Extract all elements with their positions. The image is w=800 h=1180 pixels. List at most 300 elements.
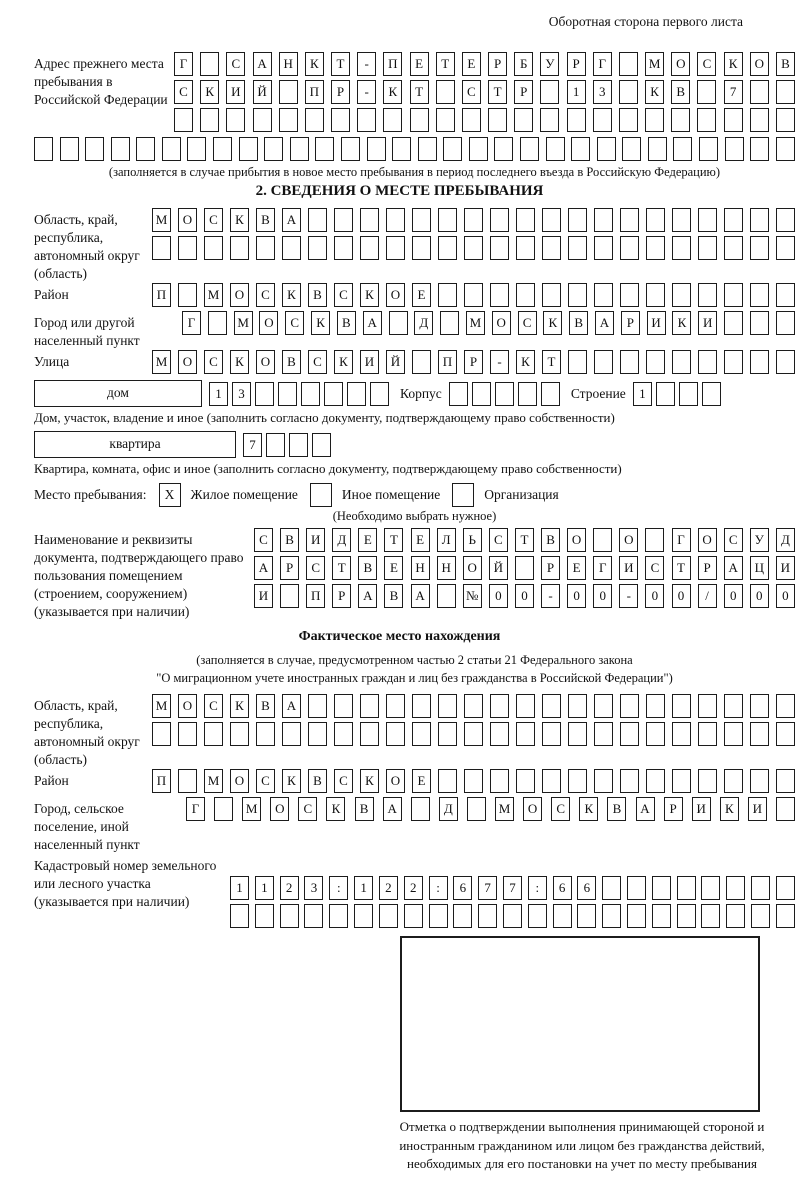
char-cell[interactable] [386,236,405,260]
char-cell[interactable] [645,528,664,552]
char-cell[interactable] [178,722,197,746]
char-cell[interactable] [437,584,456,608]
char-cell[interactable]: О [256,350,275,374]
char-cell[interactable] [518,382,537,406]
char-cell[interactable]: Т [488,80,507,104]
char-cell[interactable]: С [645,556,664,580]
char-cell[interactable]: В [308,283,327,307]
char-cell[interactable] [698,283,717,307]
char-cell[interactable]: С [697,52,716,76]
char-cell[interactable] [334,208,353,232]
char-cell[interactable]: - [541,584,560,608]
char-cell[interactable] [698,350,717,374]
char-cell[interactable] [438,722,457,746]
char-cell[interactable]: Е [412,283,431,307]
char-cell[interactable] [324,382,343,406]
char-cell[interactable] [354,904,373,928]
char-cell[interactable] [386,694,405,718]
char-cell[interactable]: - [619,584,638,608]
char-cell[interactable]: И [226,80,245,104]
char-cell[interactable]: Д [414,311,433,335]
char-cell[interactable] [449,382,468,406]
char-cell[interactable] [620,208,639,232]
char-cell[interactable]: К [282,769,301,793]
char-cell[interactable]: С [489,528,508,552]
char-cell[interactable]: Т [384,528,403,552]
char-cell[interactable] [652,904,671,928]
char-cell[interactable] [490,694,509,718]
char-cell[interactable] [386,208,405,232]
char-cell[interactable] [724,769,743,793]
char-cell[interactable]: В [308,769,327,793]
char-cell[interactable]: В [256,208,275,232]
char-cell[interactable]: С [306,556,325,580]
char-cell[interactable]: Н [279,52,298,76]
char-cell[interactable] [436,80,455,104]
char-cell[interactable]: Ц [750,556,769,580]
char-cell[interactable] [568,350,587,374]
char-cell[interactable]: А [595,311,614,335]
char-cell[interactable]: М [204,769,223,793]
char-cell[interactable]: Н [411,556,430,580]
char-cell[interactable] [619,80,638,104]
char-cell[interactable] [152,722,171,746]
char-cell[interactable]: С [204,208,223,232]
char-cell[interactable] [697,80,716,104]
char-cell[interactable] [553,904,572,928]
char-cell[interactable]: О [386,769,405,793]
char-cell[interactable] [278,382,297,406]
char-cell[interactable] [174,108,193,132]
char-cell[interactable] [648,137,667,161]
char-cell[interactable]: 2 [280,876,299,900]
char-cell[interactable]: О [386,283,405,307]
char-cell[interactable] [516,694,535,718]
char-cell[interactable]: А [282,694,301,718]
char-cell[interactable] [360,694,379,718]
char-cell[interactable] [360,208,379,232]
char-cell[interactable] [438,694,457,718]
char-cell[interactable] [622,137,641,161]
char-cell[interactable]: Д [332,528,351,552]
char-cell[interactable]: С [256,283,275,307]
char-cell[interactable]: : [329,876,348,900]
char-cell[interactable] [698,694,717,718]
char-cell[interactable] [568,208,587,232]
char-cell[interactable] [646,722,665,746]
char-cell[interactable]: 0 [489,584,508,608]
char-cell[interactable] [308,236,327,260]
char-cell[interactable] [239,137,258,161]
char-cell[interactable] [386,722,405,746]
char-cell[interactable]: К [672,311,691,335]
char-cell[interactable]: Р [488,52,507,76]
char-cell[interactable]: Р [541,556,560,580]
char-cell[interactable] [750,350,769,374]
char-cell[interactable]: У [750,528,769,552]
char-cell[interactable]: 7 [724,80,743,104]
char-cell[interactable]: - [357,80,376,104]
char-cell[interactable]: П [152,283,171,307]
char-cell[interactable] [776,350,795,374]
char-cell[interactable] [541,382,560,406]
char-cell[interactable]: Р [621,311,640,335]
char-cell[interactable]: Р [332,584,351,608]
char-cell[interactable] [334,694,353,718]
char-cell[interactable]: С [226,52,245,76]
char-cell[interactable]: 1 [209,382,228,406]
char-cell[interactable]: К [230,350,249,374]
char-cell[interactable]: К [645,80,664,104]
char-cell[interactable] [602,876,621,900]
char-cell[interactable] [436,108,455,132]
char-cell[interactable]: Е [410,52,429,76]
char-cell[interactable]: А [636,797,655,821]
char-cell[interactable] [724,694,743,718]
char-cell[interactable]: 0 [750,584,769,608]
char-cell[interactable] [619,52,638,76]
char-cell[interactable]: С [334,283,353,307]
char-cell[interactable] [542,208,561,232]
checkbox-other-premises[interactable] [310,483,332,507]
char-cell[interactable] [724,722,743,746]
char-cell[interactable] [698,722,717,746]
char-cell[interactable]: В [282,350,301,374]
char-cell[interactable] [411,797,430,821]
char-cell[interactable]: И [748,797,767,821]
char-cell[interactable]: Г [174,52,193,76]
char-cell[interactable]: С [724,528,743,552]
char-cell[interactable]: П [438,350,457,374]
char-cell[interactable]: С [256,769,275,793]
checkbox-organization[interactable] [452,483,474,507]
char-cell[interactable]: В [384,584,403,608]
char-cell[interactable]: И [647,311,666,335]
char-cell[interactable]: А [724,556,743,580]
char-cell[interactable] [301,382,320,406]
char-cell[interactable]: 3 [304,876,323,900]
char-cell[interactable]: О [259,311,278,335]
char-cell[interactable] [672,694,691,718]
char-cell[interactable] [312,433,331,457]
char-cell[interactable] [627,904,646,928]
char-cell[interactable]: Т [542,350,561,374]
char-cell[interactable] [602,904,621,928]
char-cell[interactable]: К [334,350,353,374]
char-cell[interactable]: Р [464,350,483,374]
char-cell[interactable]: С [174,80,193,104]
char-cell[interactable]: 0 [567,584,586,608]
char-cell[interactable] [60,137,79,161]
char-cell[interactable]: И [306,528,325,552]
char-cell[interactable] [646,769,665,793]
checkbox-residential[interactable]: X [159,483,181,507]
char-cell[interactable] [750,236,769,260]
char-cell[interactable] [178,236,197,260]
char-cell[interactable] [440,311,459,335]
char-cell[interactable] [594,722,613,746]
char-cell[interactable] [594,236,613,260]
char-cell[interactable] [464,722,483,746]
char-cell[interactable]: 0 [672,584,691,608]
char-cell[interactable] [750,137,769,161]
char-cell[interactable] [256,236,275,260]
char-cell[interactable] [289,433,308,457]
char-cell[interactable] [646,236,665,260]
char-cell[interactable]: Г [672,528,691,552]
char-cell[interactable] [751,904,770,928]
char-cell[interactable] [652,876,671,900]
char-cell[interactable]: 1 [633,382,652,406]
char-cell[interactable]: Е [358,528,377,552]
char-cell[interactable] [204,722,223,746]
char-cell[interactable] [697,108,716,132]
char-cell[interactable] [620,769,639,793]
char-cell[interactable]: М [242,797,261,821]
char-cell[interactable] [308,208,327,232]
char-cell[interactable] [724,236,743,260]
char-cell[interactable]: Й [253,80,272,104]
char-cell[interactable]: И [254,584,273,608]
char-cell[interactable]: И [698,311,717,335]
char-cell[interactable] [776,797,795,821]
char-cell[interactable] [214,797,233,821]
char-cell[interactable]: 7 [243,433,262,457]
char-cell[interactable]: В [358,556,377,580]
char-cell[interactable] [412,350,431,374]
char-cell[interactable]: У [540,52,559,76]
char-cell[interactable] [495,382,514,406]
char-cell[interactable] [516,236,535,260]
char-cell[interactable] [776,769,795,793]
char-cell[interactable]: О [463,556,482,580]
char-cell[interactable] [178,283,197,307]
char-cell[interactable] [646,208,665,232]
char-cell[interactable] [464,694,483,718]
char-cell[interactable] [594,769,613,793]
char-cell[interactable]: К [230,694,249,718]
char-cell[interactable]: Р [331,80,350,104]
char-cell[interactable]: М [495,797,514,821]
char-cell[interactable] [776,137,795,161]
char-cell[interactable]: К [326,797,345,821]
char-cell[interactable]: М [152,350,171,374]
char-cell[interactable]: С [204,694,223,718]
char-cell[interactable] [490,769,509,793]
char-cell[interactable]: Ь [463,528,482,552]
char-cell[interactable] [750,208,769,232]
char-cell[interactable] [253,108,272,132]
char-cell[interactable]: Е [411,528,430,552]
char-cell[interactable] [410,108,429,132]
char-cell[interactable]: - [490,350,509,374]
char-cell[interactable]: 7 [503,876,522,900]
char-cell[interactable] [200,52,219,76]
char-cell[interactable] [568,236,587,260]
char-cell[interactable]: О [178,208,197,232]
char-cell[interactable] [776,236,795,260]
char-cell[interactable]: О [750,52,769,76]
char-cell[interactable] [542,769,561,793]
char-cell[interactable] [726,876,745,900]
char-cell[interactable] [645,108,664,132]
char-cell[interactable]: Д [439,797,458,821]
char-cell[interactable]: А [411,584,430,608]
char-cell[interactable]: 1 [230,876,249,900]
char-cell[interactable] [290,137,309,161]
char-cell[interactable] [516,283,535,307]
char-cell[interactable]: П [306,584,325,608]
char-cell[interactable]: Е [412,769,431,793]
char-cell[interactable] [724,108,743,132]
char-cell[interactable] [331,108,350,132]
char-cell[interactable]: 1 [255,876,274,900]
char-cell[interactable] [672,208,691,232]
char-cell[interactable]: И [692,797,711,821]
char-cell[interactable] [308,722,327,746]
char-cell[interactable]: 7 [478,876,497,900]
char-cell[interactable]: О [671,52,690,76]
char-cell[interactable] [724,350,743,374]
char-cell[interactable]: 3 [232,382,251,406]
char-cell[interactable]: М [645,52,664,76]
char-cell[interactable] [724,311,743,335]
char-cell[interactable] [701,876,720,900]
char-cell[interactable] [187,137,206,161]
char-cell[interactable]: Л [437,528,456,552]
char-cell[interactable]: 0 [776,584,795,608]
char-cell[interactable] [315,137,334,161]
char-cell[interactable] [34,137,53,161]
char-cell[interactable] [230,236,249,260]
char-cell[interactable]: В [607,797,626,821]
char-cell[interactable] [464,283,483,307]
char-cell[interactable]: С [551,797,570,821]
char-cell[interactable] [478,904,497,928]
char-cell[interactable]: 3 [593,80,612,104]
char-cell[interactable] [347,382,366,406]
char-cell[interactable] [646,694,665,718]
char-cell[interactable] [412,208,431,232]
char-cell[interactable]: С [334,769,353,793]
char-cell[interactable]: А [383,797,402,821]
char-cell[interactable]: 1 [567,80,586,104]
char-cell[interactable] [726,904,745,928]
char-cell[interactable] [152,236,171,260]
char-cell[interactable] [594,694,613,718]
char-cell[interactable] [750,694,769,718]
char-cell[interactable]: О [619,528,638,552]
char-cell[interactable] [750,80,769,104]
char-cell[interactable]: : [528,876,547,900]
char-cell[interactable] [367,137,386,161]
char-cell[interactable] [776,904,795,928]
char-cell[interactable]: О [698,528,717,552]
char-cell[interactable] [389,311,408,335]
char-cell[interactable] [671,108,690,132]
char-cell[interactable]: А [358,584,377,608]
char-cell[interactable]: Р [567,52,586,76]
char-cell[interactable]: О [567,528,586,552]
char-cell[interactable] [594,283,613,307]
char-cell[interactable] [341,137,360,161]
char-cell[interactable]: О [178,350,197,374]
char-cell[interactable]: О [230,283,249,307]
char-cell[interactable] [490,236,509,260]
char-cell[interactable] [213,137,232,161]
char-cell[interactable] [472,382,491,406]
char-cell[interactable] [490,283,509,307]
char-cell[interactable]: А [253,52,272,76]
char-cell[interactable] [568,722,587,746]
char-cell[interactable]: К [360,283,379,307]
char-cell[interactable]: Т [436,52,455,76]
char-cell[interactable] [279,80,298,104]
char-cell[interactable] [776,108,795,132]
char-cell[interactable] [620,283,639,307]
char-cell[interactable] [490,722,509,746]
char-cell[interactable] [724,283,743,307]
char-cell[interactable] [619,108,638,132]
char-cell[interactable]: 0 [593,584,612,608]
char-cell[interactable] [516,769,535,793]
char-cell[interactable] [136,137,155,161]
char-cell[interactable] [577,904,596,928]
char-cell[interactable] [464,236,483,260]
char-cell[interactable]: И [360,350,379,374]
char-cell[interactable]: К [230,208,249,232]
char-cell[interactable]: С [204,350,223,374]
char-cell[interactable] [698,208,717,232]
char-cell[interactable]: М [466,311,485,335]
char-cell[interactable] [304,904,323,928]
char-cell[interactable] [620,722,639,746]
char-cell[interactable] [594,208,613,232]
char-cell[interactable] [701,904,720,928]
char-cell[interactable] [226,108,245,132]
char-cell[interactable]: К [720,797,739,821]
char-cell[interactable]: 2 [404,876,423,900]
char-cell[interactable]: 0 [515,584,534,608]
char-cell[interactable] [542,722,561,746]
char-cell[interactable]: С [254,528,273,552]
char-cell[interactable]: Г [182,311,201,335]
char-cell[interactable] [488,108,507,132]
char-cell[interactable]: О [270,797,289,821]
char-cell[interactable] [453,904,472,928]
char-cell[interactable]: Р [698,556,717,580]
char-cell[interactable]: М [152,694,171,718]
char-cell[interactable] [656,382,675,406]
char-cell[interactable]: Т [332,556,351,580]
char-cell[interactable]: Е [462,52,481,76]
char-cell[interactable] [776,311,795,335]
char-cell[interactable] [698,236,717,260]
char-cell[interactable] [593,108,612,132]
char-cell[interactable] [516,208,535,232]
char-cell[interactable] [542,283,561,307]
char-cell[interactable] [264,137,283,161]
char-cell[interactable] [360,722,379,746]
char-cell[interactable] [308,694,327,718]
char-cell[interactable]: В [569,311,588,335]
char-cell[interactable] [438,236,457,260]
char-cell[interactable]: К [200,80,219,104]
char-cell[interactable]: № [463,584,482,608]
char-cell[interactable] [546,137,565,161]
char-cell[interactable] [672,283,691,307]
char-cell[interactable] [776,694,795,718]
